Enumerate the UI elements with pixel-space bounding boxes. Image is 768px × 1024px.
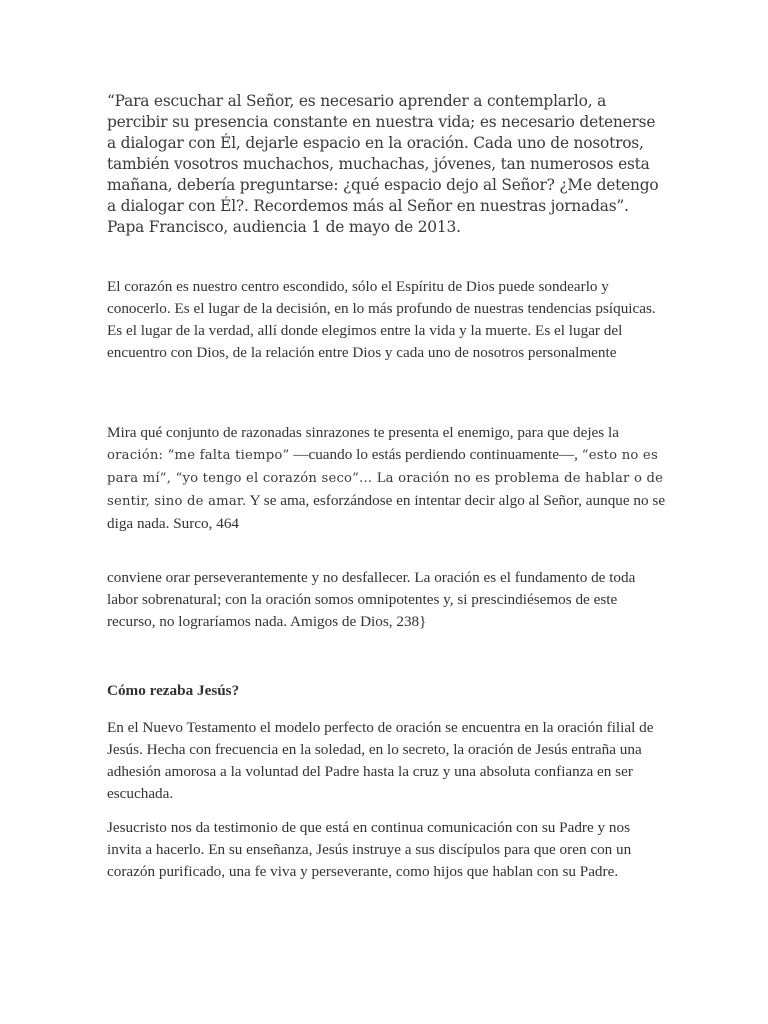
paragraph-jesucristo: Jesucristo nos da testimonio de que está en continua comunicación con su Padre y nos invita a hacerlo. En su enseñanza, Jesús instruye a sus discípulos para que oren con un corazón purificado, una fe viva y perseverante, como hijos que hablan con su Padre. xyxy=(107,819,632,880)
paragraph-surco-464 xyxy=(107,422,667,535)
surco-text-2: oración: “me falta tiempo” xyxy=(107,448,290,463)
paragraph-amigos-de-dios: conviene orar perseverantemente y no desfallecer. La oración es el fundamento de toda labor sobrenatural; con la oración somos omnipotentes y, si prescindiésemos de este recurso, no lograríamos nada. Amigos de Dios, 238} xyxy=(107,569,636,630)
surco-text-5: Y se ama, esforzándose en intentar decir algo al Señor, aunque no se diga nada. Surco, 464 xyxy=(107,492,666,532)
surco-text-1: Mira qué conjunto de razonadas sinrazones te presenta el enemigo, para que dejes la xyxy=(107,424,619,441)
paragraph-nuevo-testamento: En el Nuevo Testamento el modelo perfecto de oración se encuentra en la oración filial de Jesús. Hecha con frecuencia en la soledad, en lo secreto, la oración de Jesús entraña una adhesión amorosa a la voluntad del Padre hasta la cruz y una absoluta confianza en ser escuchada. xyxy=(107,719,654,802)
heading-como-rezaba-jesus: Cómo rezaba Jesús? xyxy=(107,682,240,699)
quote-papa-francisco: “Para escuchar al Señor, es necesario aprender a contemplarlo, a percibir su presencia constante en nuestra vida; es necesario detenerse a dialogar con Él, dejarle espacio en la oración. Cada uno de nosotros, también vosotros muchachos, muchachas, jóvenes, tan numerosos esta mañana, debería preguntarse: ¿qué espacio dejo al Señor? ¿Me detengo a dialogar con Él?. Recordemos más al Señor en nuestras jornadas”. Papa Francisco, audiencia 1 de mayo de 2013. xyxy=(107,92,659,236)
surco-text-4: “esto no es para mí”, “yo tengo el corazón seco”... La oración no es problema de hablar o de sentir, sino de amar. xyxy=(107,448,664,509)
paragraph-corazon: El corazón es nuestro centro escondido, sólo el Espíritu de Dios puede sondearlo y conocerlo. Es el lugar de la decisión, en lo más profundo de nuestras tendencias psíquicas. Es el lugar de la verdad, allí donde elegimos entre la vida y la muerte. Es el lugar del encuentro con Dios, de la relación entre Dios y cada uno de nosotros personalmente xyxy=(107,278,656,361)
surco-text-3: —cuando lo estás perdiendo continuamente—, xyxy=(289,446,582,463)
